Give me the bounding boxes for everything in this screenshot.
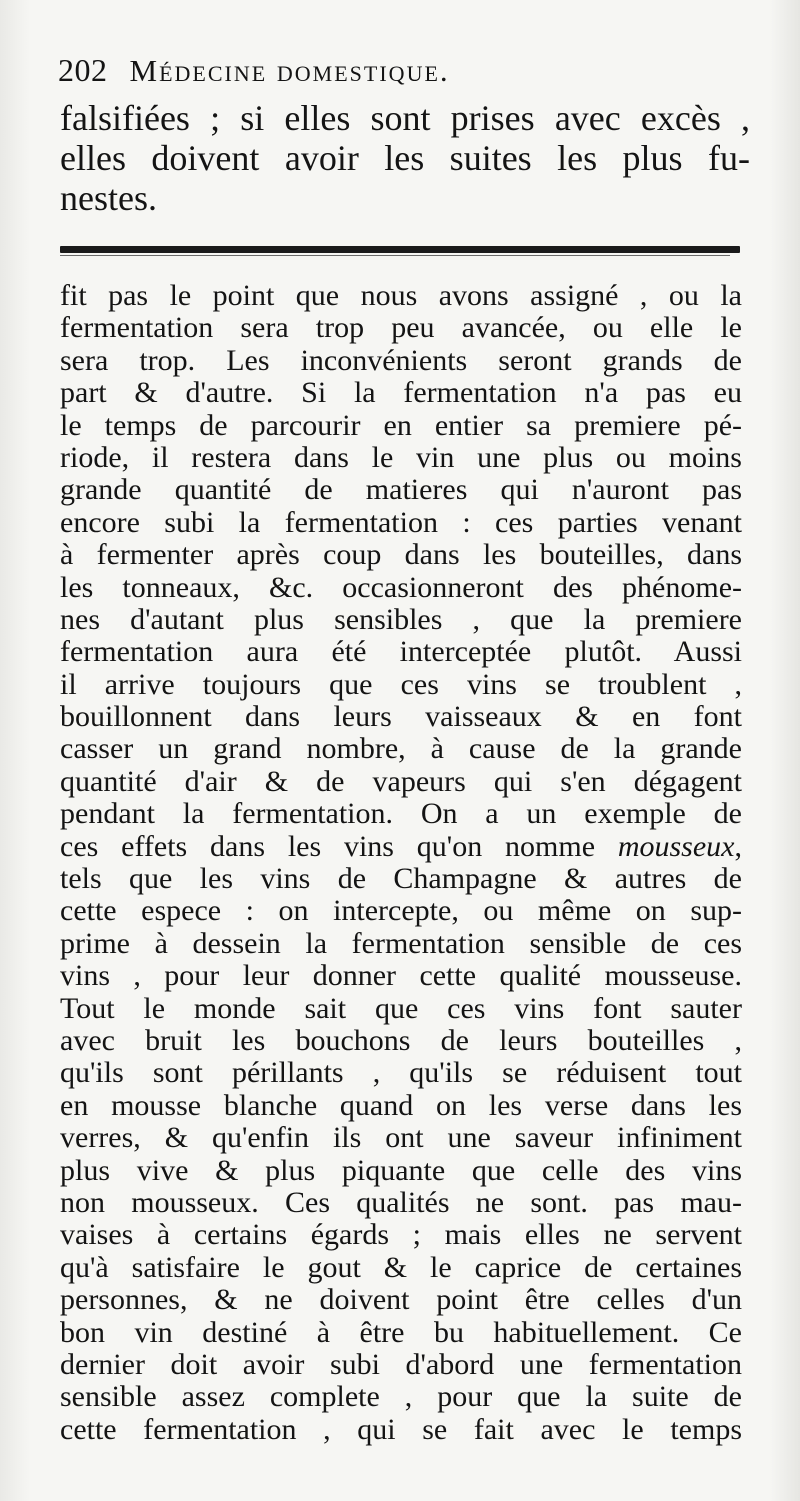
text-line: casser un grand nombre, à cause de la grande (60, 732, 742, 766)
footnote-line: elles doivent avoir les suites les plus fu- (60, 138, 750, 178)
text-segment: , (734, 829, 742, 863)
text-segment: ces effets dans les vins qu'on nomme (60, 829, 618, 863)
text-line: vaises à certains égards ; mais elles ne servent (60, 1218, 742, 1252)
text-line: dernier doit avoir subi d'abord une fermentation (60, 1347, 742, 1381)
text-line: sensible assez complete , pour que la suite de (60, 1380, 742, 1414)
running-title: Médecine domestique. (129, 53, 450, 88)
text-line: il arrive toujours que ces vins se troublent , (60, 667, 742, 701)
section-rule (60, 246, 740, 253)
text-line: prime à dessein la fermentation sensible de ces (60, 926, 742, 960)
text-line: pendant la fermentation. On a un exemple de (60, 797, 742, 831)
text-line: encore subi la fermentation : ces parties venant (60, 505, 742, 539)
text-line: vins , pour leur donner cette qualité mousseuse. (60, 959, 742, 993)
footnote-line: nestes. (60, 178, 157, 218)
text-line: quantité d'air & de vapeurs qui s'en dégagent (60, 764, 742, 798)
text-line: grande quantité de matieres qui n'auront pas (60, 473, 742, 507)
italic-term: mousseux (617, 829, 735, 863)
text-line: Tout le monde sait que ces vins font sauter (60, 991, 742, 1025)
text-line: verres, & qu'enfin ils ont une saveur infiniment (60, 1121, 742, 1155)
text-line: bouillonnent dans leurs vaisseaux & en font (60, 700, 742, 734)
text-line: qu'ils sont périllants , qu'ils se réduisent tout (60, 1056, 742, 1090)
footnote-line: falsifiées ; si elles sont prises avec excès , (60, 98, 750, 138)
body-text (60, 280, 742, 1446)
text-line: à fermenter après coup dans les bouteilles, dans (60, 538, 742, 572)
text-line: cette fermentation , qui se fait avec le temps (60, 1412, 742, 1446)
text-line: non mousseux. Ces qualités ne sont. pas mau- (60, 1185, 742, 1219)
text-line: nes d'autant plus sensibles , que la premiere (60, 602, 742, 636)
text-line: le temps de parcourir en entier sa premiere pé- (60, 408, 742, 442)
text-line: les tonneaux, &c. occasionneront des phénome- (60, 570, 742, 604)
text-line: bon vin destiné à être bu habituellement. Ce (60, 1315, 742, 1349)
text-line: sera trop. Les inconvénients seront grands de (60, 343, 742, 377)
text-line: cette espece : on intercepte, ou même on sup- (60, 894, 742, 928)
text-line: plus vive & plus piquante que celle des vins (60, 1153, 742, 1187)
text-line: fermentation sera trop peu avancée, ou elle le (60, 311, 742, 345)
text-line: avec bruit les bouchons de leurs bouteilles , (60, 1023, 742, 1057)
text-line: fermentation aura été interceptée plutôt. Aussi (60, 635, 742, 669)
text-line-mousseux (60, 831, 742, 863)
text-line: tels que les vins de Champagne & autres de (60, 862, 742, 896)
footnote-continuation (60, 98, 750, 218)
page-number: 202 (58, 52, 108, 88)
text-line: personnes, & ne doivent point être celles d'un (60, 1283, 742, 1317)
text-line: riode, il restera dans le vin une plus ou moins (60, 440, 742, 474)
section-rule-edge (60, 255, 730, 256)
text-line: en mousse blanche quand on les verse dans les (60, 1088, 742, 1122)
running-head (58, 52, 758, 96)
text-line: qu'à satisfaire le gout & le caprice de certaines (60, 1250, 742, 1284)
text-line: part & d'autre. Si la fermentation n'a pas eu (60, 376, 742, 410)
text-line: fit pas le point que nous avons assigné , ou la (60, 279, 742, 312)
